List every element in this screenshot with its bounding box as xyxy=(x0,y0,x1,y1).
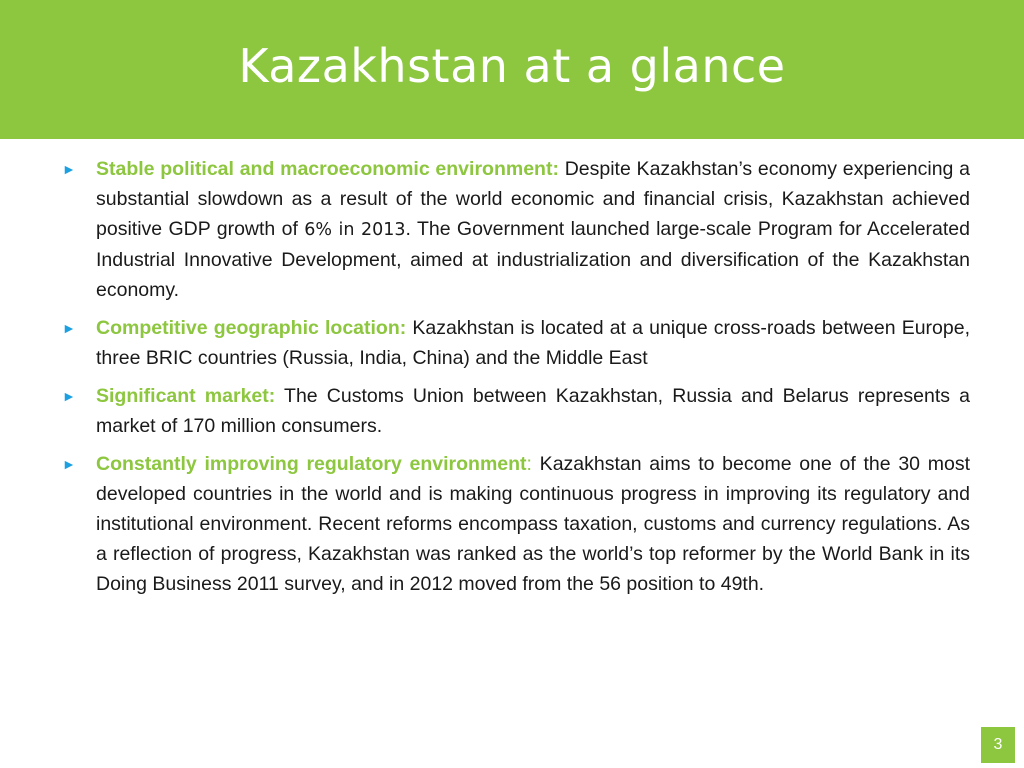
triangle-right-icon: ► xyxy=(62,456,76,472)
bullet-body: Despite Kazakhstan’s economy experiencing a substantial slowdown as a result of the world economic and financial crisis, Kazakhstan achieved positive GDP growth of xyxy=(96,158,970,240)
slide-header xyxy=(0,0,1024,139)
triangle-right-icon: ► xyxy=(62,320,76,336)
bullet-item-market xyxy=(62,381,970,441)
bullet-item-geographic xyxy=(62,313,970,373)
bullet-lead: Significant market: xyxy=(96,385,276,407)
bullet-text xyxy=(96,381,970,441)
bullet-body: Kazakhstan is located at a unique cross-roads between Europe, three BRIC countries (Russia, India, China) and the Middle East xyxy=(96,317,970,369)
bullet-lead: Constantly improving regulatory environment xyxy=(96,453,527,475)
bullet-lead: Competitive geographic location: xyxy=(96,317,407,339)
bullet-text xyxy=(96,449,970,599)
bullet-lead: Stable political and macroeconomic environment: xyxy=(96,158,559,180)
page-number: 3 xyxy=(981,727,1015,763)
bullet-lead-colon: : xyxy=(526,453,532,475)
bullet-body-cont: . The Government launched large-scale Program for Accelerated Industrial Innovative Development, aimed at industrialization and diversification of the Kazakhstan economy. xyxy=(96,218,970,301)
gdp-growth-highlight: 6% in 2013 xyxy=(304,220,406,240)
bullet-item-political xyxy=(62,154,970,305)
bullet-item-regulatory xyxy=(62,449,970,599)
bullet-body: Kazakhstan aims to become one of the 30 most developed countries in the world and is making continuous progress in improving its regulatory and institutional environment. Recent reforms encompass taxation, customs and currency regulations. As a reflection of progress, Kazakhstan was ranked as the world’s top reformer by the World Bank in its Doing Business 2011 survey, and in 2012 moved from the 56 position to 49th. xyxy=(96,453,970,595)
bullet-text xyxy=(96,154,970,305)
slide-content xyxy=(62,154,970,607)
bullet-body: The Customs Union between Kazakhstan, Russia and Belarus represents a market of 170 million consumers. xyxy=(96,385,970,437)
slide-title: Kazakhstan at a glance xyxy=(238,38,786,93)
triangle-right-icon: ► xyxy=(62,161,76,177)
triangle-right-icon: ► xyxy=(62,388,76,404)
bullet-text xyxy=(96,313,970,373)
